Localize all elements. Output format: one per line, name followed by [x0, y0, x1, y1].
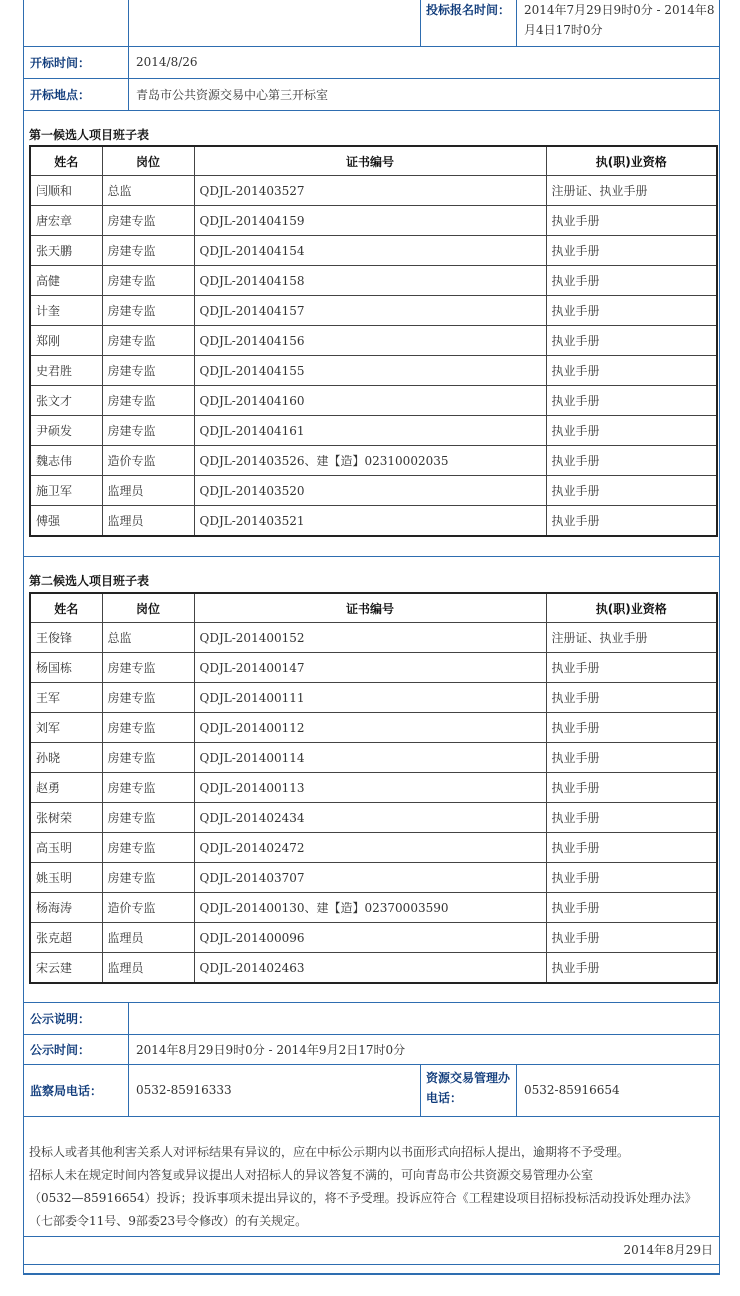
table-cell: 监理员	[102, 923, 194, 953]
table-row	[30, 236, 717, 266]
table-cell: 高健	[30, 266, 102, 296]
table-cell: 总监	[102, 176, 194, 206]
table-cell: QDJL-201400111	[194, 683, 546, 713]
table-cell: QDJL-201404160	[194, 386, 546, 416]
table-cell: 房建专监	[102, 773, 194, 803]
table-cell: 房建专监	[102, 713, 194, 743]
table-cell: 监理员	[102, 476, 194, 506]
table-cell: 执业手册	[546, 953, 717, 984]
table-cell: 刘军	[30, 713, 102, 743]
table-cell: 执业手册	[546, 326, 717, 356]
column-header: 执(职)业资格	[546, 146, 717, 176]
open-time-label: 开标时间：	[30, 55, 91, 70]
table-header-row	[30, 146, 717, 176]
table-cell: 郑刚	[30, 326, 102, 356]
table-cell: 执业手册	[546, 206, 717, 236]
statement-line: 招标人未在规定时间内答复或异议提出人对招标人的异议答复不满的，可向青岛市公共资源交易管理办公室	[29, 1168, 594, 1182]
period-value: 2014年8月29日9时0分 - 2014年9月2日17时0分	[136, 1042, 406, 1057]
table-cell: QDJL-201403520	[194, 476, 546, 506]
complaint-statement	[29, 1141, 719, 1233]
table-cell: 高玉明	[30, 833, 102, 863]
table-row	[30, 416, 717, 446]
table-cell: 计奎	[30, 296, 102, 326]
table-cell: QDJL-201404154	[194, 236, 546, 266]
table-cell: 执业手册	[546, 653, 717, 683]
table-cell: 施卫军	[30, 476, 102, 506]
table-row	[30, 326, 717, 356]
table-row	[30, 713, 717, 743]
issue-date: 2014年8月29日	[623, 1243, 713, 1257]
table-cell: 执业手册	[546, 773, 717, 803]
table-cell: 张克超	[30, 923, 102, 953]
table-cell: 造价专监	[102, 446, 194, 476]
notice-value	[128, 1002, 718, 1034]
table-cell: 房建专监	[102, 833, 194, 863]
column-header: 姓名	[30, 146, 102, 176]
office-phone-label: 资源交易管理办电话：	[426, 1071, 511, 1105]
notice-label: 公示说明：	[30, 1011, 91, 1026]
table-cell: QDJL-201400152	[194, 623, 546, 653]
table-cell: 房建专监	[102, 416, 194, 446]
table-cell: 执业手册	[546, 386, 717, 416]
table-cell: 注册证、执业手册	[546, 623, 717, 653]
table-cell: QDJL-201400147	[194, 653, 546, 683]
column-header: 岗位	[102, 593, 194, 623]
column-header: 姓名	[30, 593, 102, 623]
table-cell: 执业手册	[546, 833, 717, 863]
table-cell: QDJL-201404157	[194, 296, 546, 326]
open-place-value: 青岛市公共资源交易中心第三开标室	[136, 87, 329, 102]
table-cell: 张树荣	[30, 803, 102, 833]
table-cell: 房建专监	[102, 356, 194, 386]
table-cell: 傅强	[30, 506, 102, 537]
table-row	[30, 743, 717, 773]
table-row	[30, 953, 717, 984]
statement-line: （七部委令11号、9部委23号令修改）的有关规定。	[29, 1214, 308, 1228]
table-row	[30, 833, 717, 863]
notice-frame	[23, 0, 720, 1275]
table-cell: 执业手册	[546, 296, 717, 326]
table-cell: 监理员	[102, 506, 194, 537]
table-cell: 执业手册	[546, 743, 717, 773]
table-row	[30, 176, 717, 206]
table-cell: QDJL-201400112	[194, 713, 546, 743]
table-row	[30, 683, 717, 713]
open-place-label: 开标地点：	[30, 87, 91, 102]
table-cell: 王俊锋	[30, 623, 102, 653]
table-cell: 房建专监	[102, 653, 194, 683]
table-cell: 房建专监	[102, 743, 194, 773]
supervision-phone-value: 0532-85916333	[136, 1083, 232, 1097]
office-phone-value: 0532-85916654	[524, 1083, 620, 1097]
table-cell: QDJL-201400130、建【造】02370003590	[194, 893, 546, 923]
table-cell: 杨海涛	[30, 893, 102, 923]
table-row	[30, 206, 717, 236]
table-cell: QDJL-201403707	[194, 863, 546, 893]
table-cell: QDJL-201404161	[194, 416, 546, 446]
team2-title: 第二候选人项目班子表	[29, 574, 150, 588]
table-cell: 房建专监	[102, 386, 194, 416]
table-cell: QDJL-201403521	[194, 506, 546, 537]
table-cell: 注册证、执业手册	[546, 176, 717, 206]
table-row	[30, 446, 717, 476]
table-cell: 执业手册	[546, 713, 717, 743]
table-row	[30, 623, 717, 653]
table-cell: 房建专监	[102, 683, 194, 713]
team2-table	[29, 592, 718, 984]
table-cell: 姚玉明	[30, 863, 102, 893]
table-cell: QDJL-201400114	[194, 743, 546, 773]
table-cell: 房建专监	[102, 296, 194, 326]
table-cell: 执业手册	[546, 356, 717, 386]
table-cell: 赵勇	[30, 773, 102, 803]
table-cell: 房建专监	[102, 863, 194, 893]
table-cell: 闫顺和	[30, 176, 102, 206]
table-cell: QDJL-201404159	[194, 206, 546, 236]
table-cell: 执业手册	[546, 266, 717, 296]
statement-line: 投标人或者其他利害关系人对评标结果有异议的，应在中标公示期内以书面形式向招标人提出，逾期将不予受理。	[29, 1145, 630, 1159]
table-cell: 执业手册	[546, 416, 717, 446]
table-cell: 唐宏章	[30, 206, 102, 236]
table-cell: QDJL-201400113	[194, 773, 546, 803]
table-row	[30, 386, 717, 416]
table-row	[30, 773, 717, 803]
table-cell: 监理员	[102, 953, 194, 984]
table-cell: 王军	[30, 683, 102, 713]
table-cell: 执业手册	[546, 893, 717, 923]
table-cell: 房建专监	[102, 326, 194, 356]
statement-line: （0532—85916654）投诉；投诉事项未提出异议的，将不予受理。投诉应符合《工程建设项目招标投标活动投诉处理办法》	[29, 1191, 697, 1205]
supervision-phone-label: 监察局电话：	[30, 1083, 103, 1098]
table-row	[30, 803, 717, 833]
table-cell: 张文才	[30, 386, 102, 416]
table-cell: QDJL-201404155	[194, 356, 546, 386]
table-cell: 执业手册	[546, 803, 717, 833]
table-cell: 房建专监	[102, 266, 194, 296]
column-header: 岗位	[102, 146, 194, 176]
table-cell: QDJL-201400096	[194, 923, 546, 953]
table-cell: QDJL-201404156	[194, 326, 546, 356]
table-row	[30, 476, 717, 506]
table-cell: QDJL-201402463	[194, 953, 546, 984]
team1-title: 第一候选人项目班子表	[29, 128, 150, 142]
table-row	[30, 356, 717, 386]
column-header: 证书编号	[194, 593, 546, 623]
table-row	[30, 266, 717, 296]
table-cell: 张天鹏	[30, 236, 102, 266]
table-cell: 执业手册	[546, 236, 717, 266]
table-cell: 执业手册	[546, 476, 717, 506]
table-cell: 执业手册	[546, 683, 717, 713]
table-cell: 执业手册	[546, 863, 717, 893]
table-cell: 房建专监	[102, 803, 194, 833]
table-cell: QDJL-201403527	[194, 176, 546, 206]
table-row	[30, 893, 717, 923]
table-cell: 房建专监	[102, 206, 194, 236]
table-cell: 史君胜	[30, 356, 102, 386]
table-row	[30, 863, 717, 893]
table-cell: 房建专监	[102, 236, 194, 266]
table-cell: QDJL-201404158	[194, 266, 546, 296]
column-header: 执(职)业资格	[546, 593, 717, 623]
table-row	[30, 923, 717, 953]
table-row	[30, 506, 717, 537]
table-header-row	[30, 593, 717, 623]
table-cell: 造价专监	[102, 893, 194, 923]
table-cell: 魏志伟	[30, 446, 102, 476]
table-cell: QDJL-201402434	[194, 803, 546, 833]
table-cell: 执业手册	[546, 923, 717, 953]
table-cell: 尹硕发	[30, 416, 102, 446]
table-cell: QDJL-201403526、建【造】02310002035	[194, 446, 546, 476]
table-row	[30, 296, 717, 326]
team1-table	[29, 145, 718, 537]
table-cell: 执业手册	[546, 446, 717, 476]
open-time-value: 2014/8/26	[136, 55, 198, 69]
table-cell: QDJL-201402472	[194, 833, 546, 863]
table-cell: 孙晓	[30, 743, 102, 773]
table-cell: 宋云建	[30, 953, 102, 984]
column-header: 证书编号	[194, 146, 546, 176]
table-cell: 杨国栋	[30, 653, 102, 683]
registration-time-label: 投标报名时间：	[426, 3, 511, 17]
table-cell: 执业手册	[546, 506, 717, 537]
registration-time-value: 2014年7月29日9时0分 - 2014年8月4日17时0分	[524, 3, 715, 37]
table-cell: 总监	[102, 623, 194, 653]
table-row	[30, 653, 717, 683]
period-label: 公示时间：	[30, 1042, 91, 1057]
